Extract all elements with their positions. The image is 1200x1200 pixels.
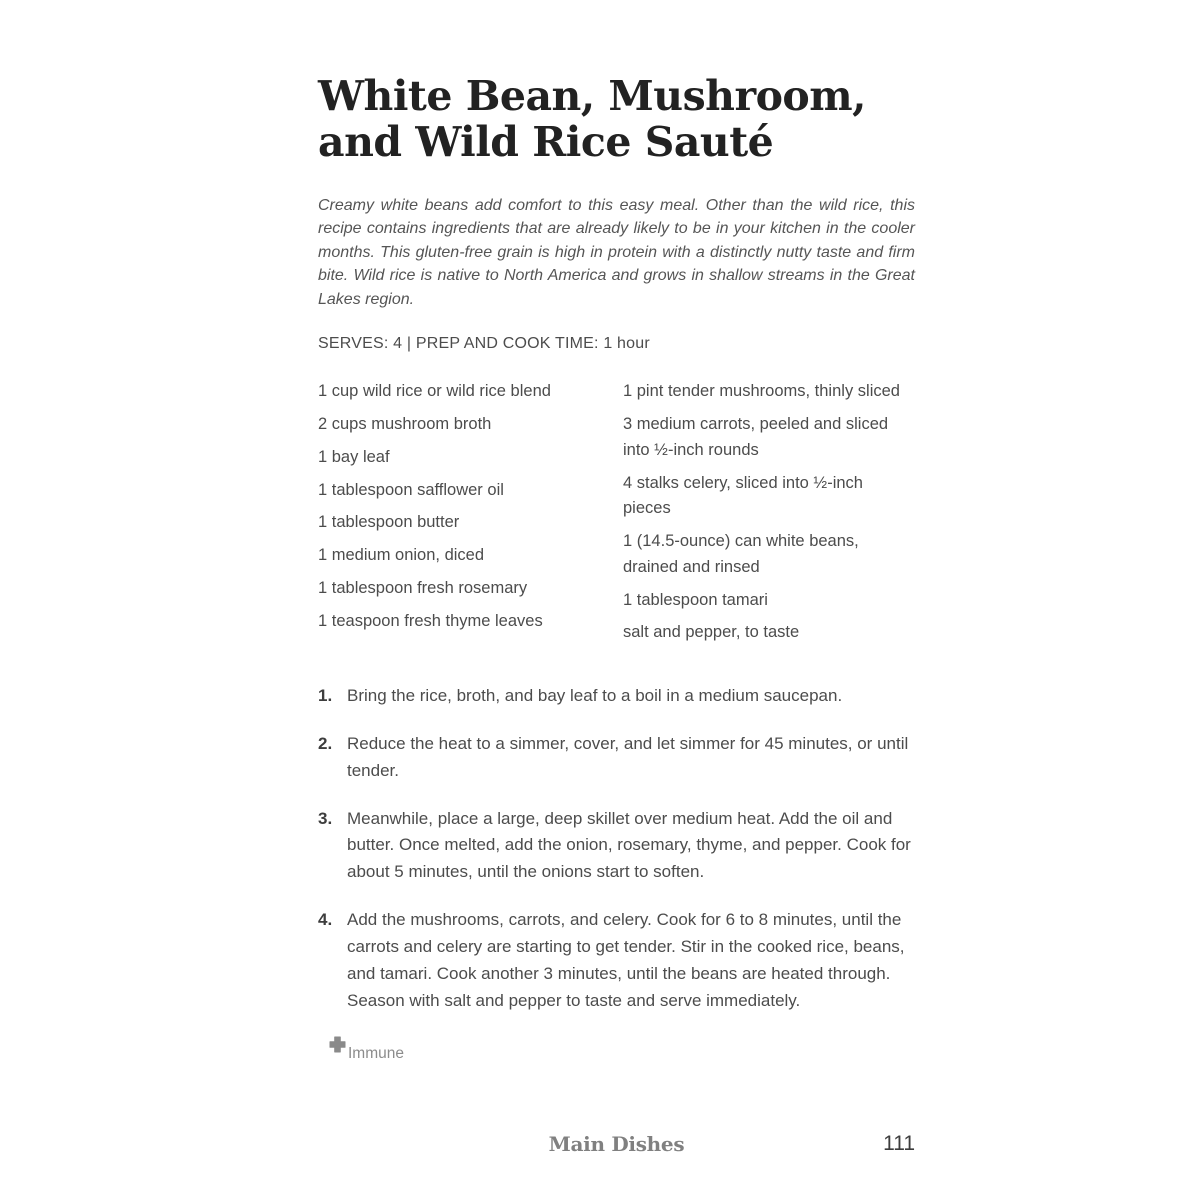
ingredient-item: 2 cups mushroom broth [318,415,492,434]
ingredients-section [318,379,915,653]
ingredient-item: 1 tablespoon fresh rosemary [318,578,528,597]
immune-tag-label: Immune [348,1044,404,1062]
serves-prep-time-line: SERVES: 4 | PREP AND COOK TIME: 1 hour [318,335,650,353]
page-footer [318,1132,915,1162]
ingredient-item: 1 tablespoon butter [318,513,460,532]
ingredient-item: 1 teaspoon fresh thyme leaves [318,611,543,630]
immune-tag [329,1036,915,1063]
recipe-title: White Bean, Mushroom, and Wild Rice Sauté [318,72,866,166]
page-number: 111 [883,1132,915,1155]
instruction-step: Reduce the heat to a simmer, cover, and let simmer for 45 minutes, or until tender. [347,733,909,780]
ingredient-item: 1 (14.5-ounce) can white beans, drained and rinsed [623,532,859,576]
ingredient-item: 1 medium onion, diced [318,546,485,565]
ingredient-item: 1 pint tender mushrooms, thinly sliced [623,382,900,401]
ingredient-item: 1 tablespoon safflower oil [318,480,504,499]
ingredient-item: 1 bay leaf [318,447,390,466]
ingredients-column-right [623,379,915,653]
ingredient-item: salt and pepper, to taste [623,623,800,642]
ingredient-item: 1 tablespoon tamari [623,590,768,609]
ingredients-column-left [318,379,623,653]
ingredient-item: 3 medium carrots, peeled and sliced into ½-inch rounds [623,415,889,459]
instruction-step: Meanwhile, place a large, deep skillet over medium heat. Add the oil and butter. Once melted, add the onion, rosemary, thyme, and pepper. Cook for about 5 minutes, until the onions start to soften. [347,808,911,882]
recipe-content [318,74,915,1063]
ingredient-item: 4 stalks celery, sliced into ½-inch pieces [623,473,863,518]
instruction-step: Bring the rice, broth, and bay leaf to a boil in a medium saucepan. [347,686,843,705]
instructions-list [318,683,915,1015]
plus-icon [329,1036,346,1053]
instruction-step: Add the mushrooms, carrots, and celery. Cook for 6 to 8 minutes, until the carrots and celery are starting to get tender. Stir in the cooked rice, beans, and tamari. Cook another 3 minutes, until the beans are heated through. Season with salt and pepper to taste and serve immediately. [347,910,905,1010]
ingredient-item: 1 cup wild rice or wild rice blend [318,382,551,401]
recipe-intro: Creamy white beans add comfort to this easy meal. Other than the wild rice, this recipe contains ingredients that are already likely to be in your kitchen in the cooler months. This gluten-free grain is high in protein with a distinctly nutty taste and firm bite. Wild rice is native to North America and grows in shallow streams in the Great Lakes region. [318,196,915,308]
footer-section-title: Main Dishes [548,1132,685,1156]
